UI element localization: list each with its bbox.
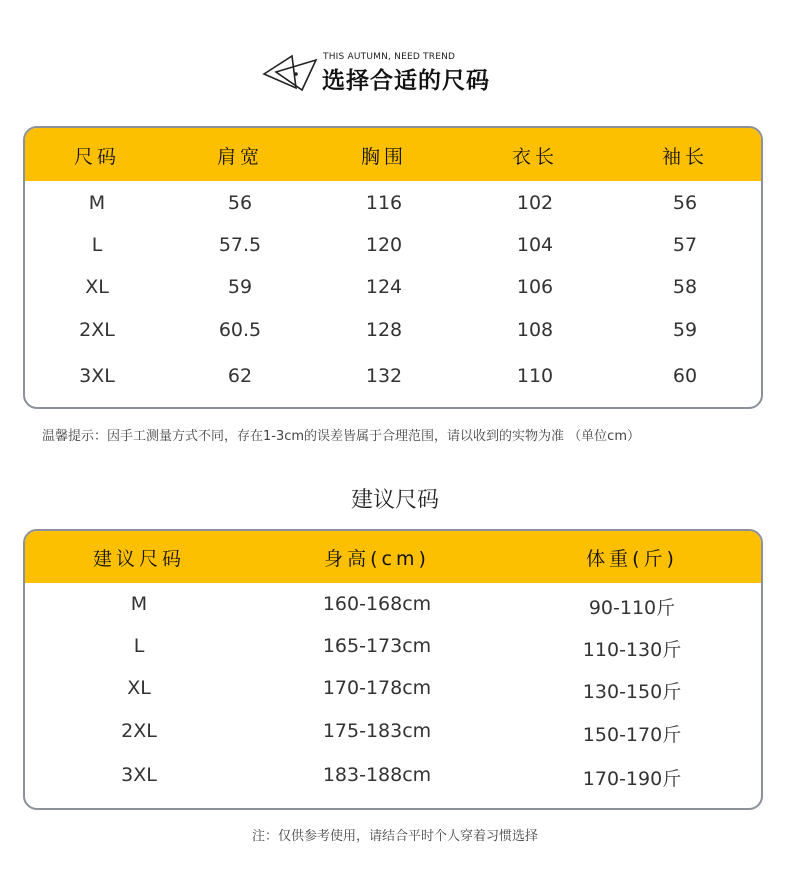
table-cell: 3XL (79, 365, 115, 387)
table-cell: 116 (365, 192, 403, 214)
table-cell: 110-130斤 (582, 639, 682, 661)
table-cell: 108 (516, 319, 554, 341)
table-cell: XL (127, 677, 151, 699)
column-header: 体重(斤) (586, 548, 678, 570)
table-cell: 56 (672, 192, 698, 214)
table-cell: 2XL (121, 720, 157, 742)
table-cell: 132 (365, 365, 403, 387)
column-header: 尺码 (73, 145, 121, 168)
table-cell: 128 (365, 319, 403, 341)
table-cell: 183-188cm (322, 764, 432, 786)
column-header: 肩宽 (216, 145, 264, 168)
table-cell: 60 (672, 365, 698, 387)
table-cell: 170-190斤 (582, 768, 682, 790)
table-header (25, 531, 761, 583)
recommend-note: 注：仅供参考使用，请结合平时个人穿着习惯选择 (251, 829, 538, 844)
table-cell: 60.5 (218, 319, 262, 341)
table-cell: 165-173cm (322, 635, 432, 657)
table-cell: 90-110斤 (588, 597, 676, 619)
column-header: 衣长 (511, 145, 559, 168)
table-cell: M (88, 192, 106, 214)
table-header (25, 128, 761, 181)
page-title: 选择合适的尺码 (322, 68, 490, 94)
size-note: 温馨提示：因手工测量方式不同，存在1-3cm的误差皆属于合理范围，请以收到的实物为准 （单位cm） (42, 429, 640, 444)
table-cell: 120 (365, 234, 403, 256)
table-cell: 160-168cm (322, 593, 432, 615)
table-cell: 57.5 (218, 234, 262, 256)
table-cell: 56 (227, 192, 253, 214)
table-cell: 130-150斤 (582, 681, 682, 703)
table-cell: 102 (516, 192, 554, 214)
table-cell: 2XL (79, 319, 115, 341)
table-cell: 62 (227, 365, 253, 387)
table-cell: 175-183cm (322, 720, 432, 742)
table-cell: M (130, 593, 148, 615)
recommend-table (23, 529, 763, 810)
recommend-title: 建议尺码 (350, 488, 439, 513)
table-cell: XL (85, 276, 109, 298)
table-cell: 170-178cm (322, 677, 432, 699)
table-cell: 58 (672, 276, 698, 298)
column-header: 袖长 (661, 145, 709, 168)
triangle-logo-icon (262, 52, 320, 92)
table-cell: 124 (365, 276, 403, 298)
column-header: 建议尺码 (92, 548, 186, 570)
table-cell: 59 (672, 319, 698, 341)
table-cell: 3XL (121, 764, 157, 786)
table-cell: 57 (672, 234, 698, 256)
table-cell: L (133, 635, 145, 657)
table-cell: 106 (516, 276, 554, 298)
header-subtitle: THIS AUTUMN, NEED TREND (323, 52, 456, 62)
table-cell: L (91, 234, 103, 256)
column-header: 身高(cm) (324, 548, 430, 570)
size-table (23, 126, 763, 409)
table-cell: 104 (516, 234, 554, 256)
table-cell: 150-170斤 (582, 724, 682, 746)
column-header: 胸围 (360, 145, 408, 168)
table-cell: 59 (227, 276, 253, 298)
table-cell: 110 (516, 365, 554, 387)
